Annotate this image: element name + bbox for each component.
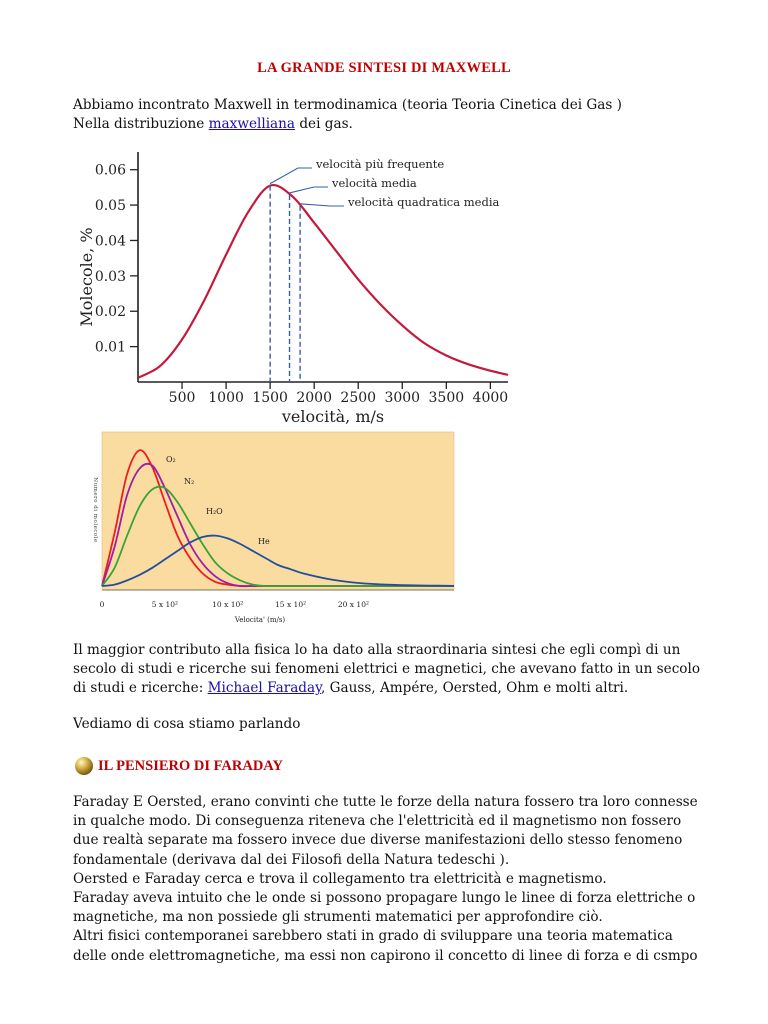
x-tick-label: 2000 [296,390,333,406]
faraday-line: magnetiche, ma non possiede gli strumenti matematici per approfondire ciò. [73,909,603,926]
y-tick-label: 0.04 [94,233,126,250]
y-tick-label: 0.05 [94,198,126,215]
x-tick-label: 500 [168,390,196,406]
x-tick-label: 1500 [252,390,288,406]
contribution-line-3 [73,679,697,698]
page-title: LA GRANDE SINTESI DI MAXWELL [257,60,511,76]
x-tick-label: 2500 [340,390,377,406]
marker-leader-line [300,204,344,206]
series-label: N₂ [184,477,195,486]
x-axis-label: Velocita' (m/s) [234,616,286,624]
faraday-line: in qualche modo. Di conseguenza riteneva che l'elettricità ed il magnetismo non fossero [73,813,682,830]
series-label: H₂O [206,507,223,516]
distribution-curve [138,185,508,378]
marker-leader-line [290,187,328,193]
x-axis-label: velocità, m/s [281,407,385,426]
x-tick-label: 15 x 10² [275,600,307,609]
y-axis-label: Numero di molecole [92,477,98,543]
faraday-line: Faraday E Oersted, erano convinti che tutte le forze della natura fossero tra loro connesse [73,794,698,810]
x-tick-label: 0 [99,600,105,609]
contribution-text-end: , Gauss, Ampére, Oersted, Ohm e molti altri. [320,680,629,697]
faraday-line: Oersted e Faraday cerca e trova il collegamento tra elettricità e magnetismo. [73,870,607,887]
y-tick-label: 0.02 [94,304,126,321]
y-tick-label: 0.01 [94,339,126,356]
y-tick-label: 0.06 [94,162,126,179]
intro-paragraph [73,96,697,134]
series-label: O₂ [166,455,176,464]
x-tick-label: 4000 [472,390,509,406]
intro-text-end: dei gas. [295,116,353,133]
contribution-line-2: secolo di studi e ricerche sui fenomeni elettrici e magnetici, che avevano fatto in un secolo [73,661,701,678]
faraday-line: fondamentale (derivava dal dei Filosofi della Natura tedeschi ). [73,851,510,868]
marker-leader-line [270,168,312,184]
faraday-line: delle onde elettromagnetiche, ma essi non capirono il concetto di linee di forza e di csmpo [73,947,698,964]
intro-line-1: Abbiamo incontrato Maxwell in termodinamica (teoria Teoria Cinetica dei Gas ) [73,97,622,113]
x-tick-label: 3000 [384,390,421,406]
michael-faraday-link[interactable]: Michael Faraday [207,680,321,697]
x-tick-label: 10 x 10² [212,600,244,609]
y-tick-label: 0.03 [94,268,126,285]
contribution-text: di studi e ricerche: [73,680,208,697]
y-axis-label: Molecole, % [77,227,96,327]
x-tick-label: 5 x 10² [151,600,179,609]
contribution-line-1: Il maggior contributo alla fisica lo ha dato alla straordinaria sintesi che egli compì di un [73,642,681,658]
contribution-paragraph [73,641,701,699]
x-tick-label: 3500 [428,390,465,406]
x-tick-label: 1000 [208,390,244,406]
gold-bullet-icon [74,756,94,776]
intro-text: Nella distribuzione [73,116,209,133]
maxwell-distribution-chart [70,150,520,430]
marker-label: velocità più frequente [316,157,445,171]
faraday-line: due realtà separate ma fossero invece due diverse manifestazioni dello stesso fenomeno [73,832,683,849]
gas-speed-distribution-chart [88,428,468,628]
maxwelliana-link[interactable]: maxwelliana [208,116,296,133]
marker-label: velocità quadratica media [348,195,500,209]
section-heading-text: IL PENSIERO DI FARADAY [98,757,283,774]
x-tick-label: 20 x 10² [337,600,369,609]
lead-in-paragraph: Vediamo di cosa stiamo parlando [73,716,301,732]
section-heading [74,754,283,778]
intro-line-2 [73,115,697,134]
faraday-line: Altri fisici contemporanei sarebbero stati in grado di sviluppare una teoria matematica [73,928,673,945]
faraday-line: Faraday aveva intuito che le onde si possono propagare lungo le linee di forza elettriche o [73,890,696,907]
faraday-paragraph [73,793,697,966]
marker-label: velocità media [332,176,417,190]
series-label: He [258,537,270,546]
